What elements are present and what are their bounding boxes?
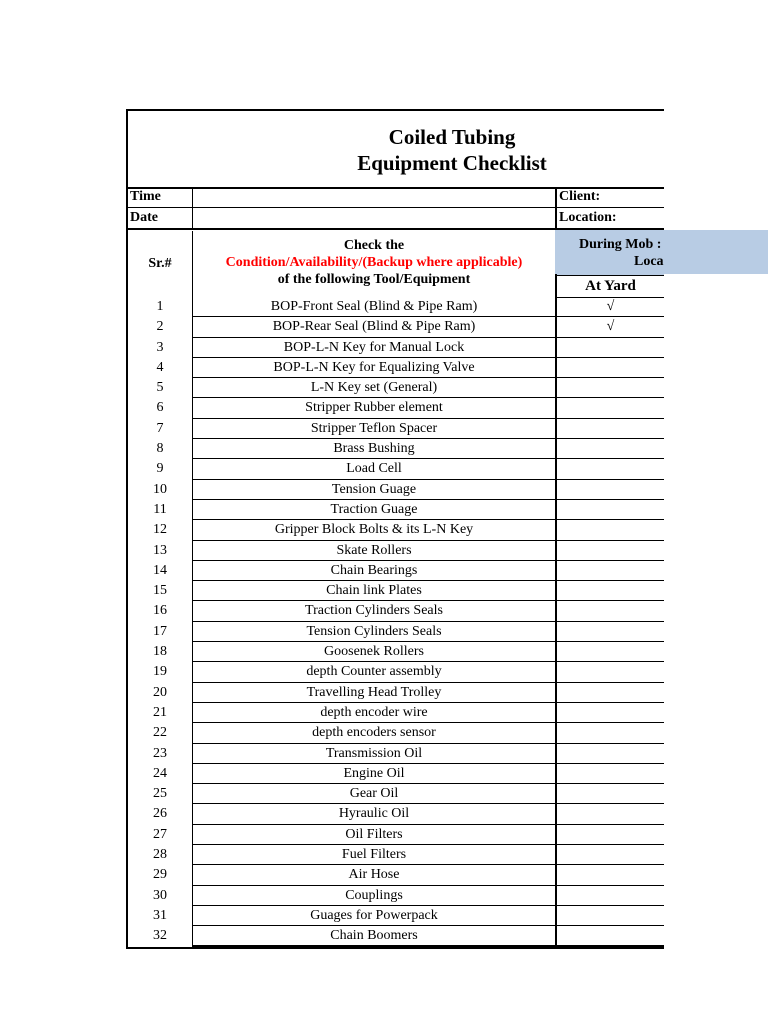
row-number: 6 xyxy=(156,400,164,416)
equipment-item: BOP-Front Seal (Blind & Pipe Ram) xyxy=(192,297,555,317)
table-row xyxy=(128,784,664,804)
equipment-item: BOP-L-N Key for Equalizing Valve xyxy=(192,358,555,378)
equipment-item: Travelling Head Trolley xyxy=(192,683,555,703)
row-number: 4 xyxy=(156,359,164,375)
table-row xyxy=(128,744,664,764)
equipment-item: Chain link Plates xyxy=(192,581,555,601)
row-number: 23 xyxy=(153,745,167,761)
equipment-item: Stripper Teflon Spacer xyxy=(192,419,555,439)
equipment-item: Stripper Rubber element xyxy=(192,398,555,418)
at-yard-check-cell[interactable] xyxy=(555,378,664,398)
equipment-item: Brass Bushing xyxy=(192,439,555,459)
row-number: 30 xyxy=(153,887,167,903)
at-yard-check-cell[interactable] xyxy=(555,338,664,358)
equipment-item: Gripper Block Bolts & its L-N Key xyxy=(192,520,555,540)
row-number: 12 xyxy=(153,522,167,538)
equipment-item: Air Hose xyxy=(192,865,555,885)
table-row xyxy=(128,723,664,743)
table-row xyxy=(128,439,664,459)
at-yard-check-cell[interactable] xyxy=(555,398,664,418)
equipment-item: Goosenek Rollers xyxy=(192,642,555,662)
equipment-item: Transmission Oil xyxy=(192,744,555,764)
table-row xyxy=(128,581,664,601)
row-number: 22 xyxy=(153,725,167,741)
equipment-item: Oil Filters xyxy=(192,825,555,845)
mob-header-line1: During Mob : xyxy=(579,237,662,252)
equipment-item: Skate Rollers xyxy=(192,541,555,561)
table-row xyxy=(128,561,664,581)
sr-column-header: Sr.# xyxy=(148,256,172,271)
check-column-header xyxy=(192,231,555,297)
table-row xyxy=(128,845,664,865)
equipment-item: Tension Guage xyxy=(192,480,555,500)
equipment-item: depth encoder wire xyxy=(192,703,555,723)
at-yard-header: At Yard xyxy=(557,276,664,298)
at-yard-check-cell[interactable]: √ xyxy=(555,317,664,337)
at-yard-check-cell[interactable] xyxy=(555,419,664,439)
at-yard-check-cell[interactable] xyxy=(555,520,664,540)
table-row xyxy=(128,622,664,642)
checklist-rows xyxy=(128,297,664,949)
table-row xyxy=(128,480,664,500)
row-number: 27 xyxy=(153,826,167,842)
at-yard-check-cell[interactable] xyxy=(555,358,664,378)
equipment-item: Gear Oil xyxy=(192,784,555,804)
row-number: 31 xyxy=(153,907,167,923)
mob-header-line2: Loca xyxy=(634,254,664,269)
equipment-item: Guages for Powerpack xyxy=(192,906,555,926)
equipment-item: BOP-L-N Key for Manual Lock xyxy=(192,338,555,358)
equipment-item: BOP-Rear Seal (Blind & Pipe Ram) xyxy=(192,317,555,337)
at-yard-check-cell[interactable] xyxy=(555,683,664,703)
at-yard-check-cell[interactable] xyxy=(555,439,664,459)
equipment-item: Traction Guage xyxy=(192,500,555,520)
row-number: 28 xyxy=(153,847,167,863)
at-yard-check-cell[interactable] xyxy=(555,459,664,479)
equipment-item: Fuel Filters xyxy=(192,845,555,865)
check-header-line3: of the following Tool/Equipment xyxy=(277,272,471,287)
table-row xyxy=(128,520,664,540)
equipment-item: depth encoders sensor xyxy=(192,723,555,743)
time-field[interactable] xyxy=(192,187,556,207)
row-number: 24 xyxy=(153,765,167,781)
title-block xyxy=(128,111,664,189)
table-row xyxy=(128,398,664,418)
equipment-item: Tension Cylinders Seals xyxy=(192,622,555,642)
table-row xyxy=(128,358,664,378)
check-header-line2: Condition/Availability/(Backup where applicable) xyxy=(225,255,523,270)
equipment-item: Chain Boomers xyxy=(192,926,555,946)
table-row xyxy=(128,297,664,317)
check-header-line1: Check the xyxy=(343,238,405,253)
table-row xyxy=(128,825,664,845)
at-yard-check-cell[interactable] xyxy=(555,804,664,824)
table-row xyxy=(128,338,664,358)
at-yard-check-cell[interactable] xyxy=(555,541,664,561)
row-number: 1 xyxy=(156,299,164,314)
equipment-item: Traction Cylinders Seals xyxy=(192,601,555,621)
at-yard-check-cell[interactable] xyxy=(555,601,664,621)
table-row xyxy=(128,926,664,948)
table-row xyxy=(128,500,664,520)
at-yard-check-cell[interactable] xyxy=(555,886,664,906)
equipment-item: depth Counter assembly xyxy=(192,662,555,682)
at-yard-check-cell[interactable] xyxy=(555,865,664,885)
at-yard-check-cell[interactable] xyxy=(555,581,664,601)
at-yard-check-cell[interactable] xyxy=(555,906,664,926)
row-number: 9 xyxy=(156,461,164,477)
at-yard-check-cell[interactable] xyxy=(555,500,664,520)
row-number: 14 xyxy=(153,562,167,578)
table-row xyxy=(128,886,664,906)
client-label: Client: xyxy=(555,187,664,207)
row-number: 2 xyxy=(156,319,164,335)
row-number: 20 xyxy=(153,684,167,700)
row-number: 21 xyxy=(153,704,167,720)
at-yard-check-cell[interactable] xyxy=(555,764,664,784)
row-number: 3 xyxy=(156,339,164,355)
at-yard-check-cell[interactable]: √ xyxy=(555,297,664,317)
row-number: 16 xyxy=(153,603,167,619)
row-number: 7 xyxy=(156,420,164,436)
row-number: 25 xyxy=(153,786,167,802)
at-yard-check-cell[interactable] xyxy=(555,642,664,662)
at-yard-check-cell[interactable] xyxy=(555,845,664,865)
equipment-item: Hyraulic Oil xyxy=(192,804,555,824)
row-number: 18 xyxy=(153,644,167,660)
document-title: Coiled Tubing xyxy=(388,125,516,149)
table-row xyxy=(128,541,664,561)
table-row xyxy=(128,906,664,926)
at-yard-check-cell[interactable] xyxy=(555,662,664,682)
row-number: 10 xyxy=(153,481,167,497)
row-number: 15 xyxy=(153,583,167,599)
at-yard-check-cell[interactable] xyxy=(555,622,664,642)
equipment-item: Load Cell xyxy=(192,459,555,479)
row-number: 17 xyxy=(153,623,167,639)
table-row xyxy=(128,764,664,784)
table-row xyxy=(128,683,664,703)
table-row xyxy=(128,378,664,398)
time-row xyxy=(128,187,664,208)
at-yard-check-cell[interactable] xyxy=(555,825,664,845)
at-yard-check-cell[interactable] xyxy=(555,561,664,581)
at-yard-check-cell[interactable] xyxy=(555,784,664,804)
row-number: 5 xyxy=(156,380,164,396)
at-yard-check-cell[interactable] xyxy=(555,703,664,723)
equipment-item: L-N Key set (General) xyxy=(192,378,555,398)
table-row xyxy=(128,703,664,723)
equipment-item: Chain Bearings xyxy=(192,561,555,581)
document-subtitle: Equipment Checklist xyxy=(357,151,547,175)
table-row xyxy=(128,804,664,824)
equipment-item: Couplings xyxy=(192,886,555,906)
row-number: 19 xyxy=(153,664,167,680)
at-yard-check-cell[interactable] xyxy=(555,744,664,764)
table-row xyxy=(128,662,664,682)
date-label: Date xyxy=(130,210,158,225)
table-row xyxy=(128,601,664,621)
equipment-item: Engine Oil xyxy=(192,764,555,784)
row-number: 29 xyxy=(153,867,167,883)
row-number: 32 xyxy=(153,928,167,944)
location-label: Location: xyxy=(555,208,664,228)
row-number: 8 xyxy=(156,441,164,457)
row-number: 13 xyxy=(153,542,167,558)
date-field[interactable] xyxy=(192,208,556,228)
date-row xyxy=(128,208,664,230)
time-label: Time xyxy=(130,189,161,204)
table-row xyxy=(128,865,664,885)
at-yard-check-cell[interactable] xyxy=(555,480,664,500)
row-number: 11 xyxy=(153,501,167,517)
table-row xyxy=(128,642,664,662)
table-row xyxy=(128,459,664,479)
at-yard-check-cell[interactable] xyxy=(555,723,664,743)
table-row xyxy=(128,419,664,439)
table-row xyxy=(128,317,664,337)
at-yard-check-cell[interactable] xyxy=(555,926,664,946)
row-number: 26 xyxy=(153,806,167,822)
